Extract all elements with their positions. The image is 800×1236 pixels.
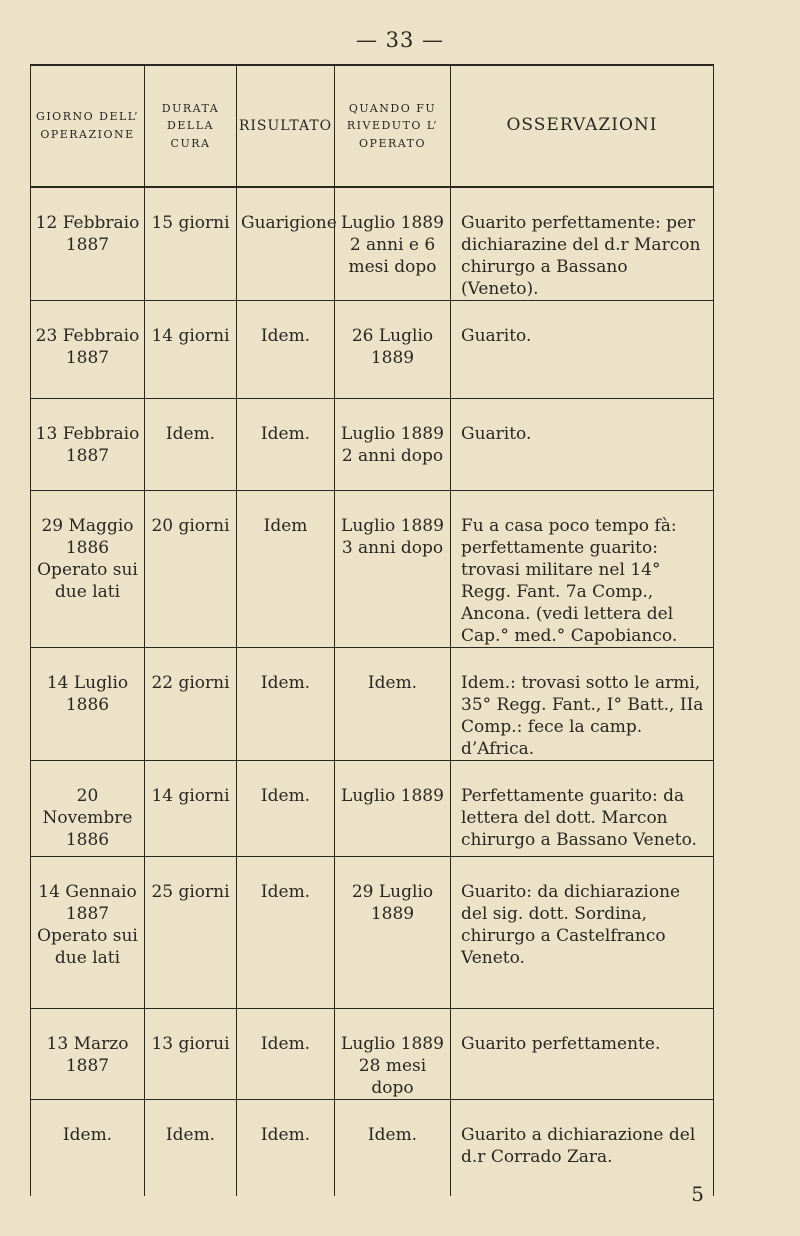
header-osservazioni: OSSERVAZIONI [451,65,714,187]
table-row [31,399,714,491]
cell-osservazioni: Guarito perfettamente. [461,1034,661,1054]
cell-durata: Idem. [165,1125,216,1145]
table-row [31,187,714,301]
cell-quando: Luglio 1889 2 anni dopo [341,424,444,466]
cell-risultato: Idem. [260,673,311,693]
operations-table [30,64,714,1196]
cell-risultato: Idem. [260,1125,311,1145]
cell-durata: 25 giorni [151,882,230,902]
cell-risultato: Idem. [260,786,311,806]
cell-giorno: 13 Febbraio 1887 [35,424,140,466]
page-number: — 33 — [355,28,445,52]
cell-osservazioni: Guarito a dichiarazione del d.r Corrado Zara. [461,1125,696,1167]
cell-risultato: Idem. [260,1034,311,1054]
cell-osservazioni: Guarito perfettamente: per dichiarazine del d.r Marcon chirurgo a Bassano (Veneto). [461,213,701,299]
folio-mark: 5 [691,1182,704,1206]
cell-quando: Luglio 1889 [341,786,444,806]
cell-giorno: 14 Luglio 1886 [46,673,129,715]
cell-giorno: 13 Marzo 1887 [46,1034,129,1076]
header-row [31,65,714,187]
cell-osservazioni: Perfettamente guarito: da lettera del dott. Marcon chirurgo a Bassano Veneto. [461,786,697,850]
cell-quando: Luglio 1889 28 mesi dopo [341,1034,444,1098]
cell-durata: Idem. [165,424,216,444]
cell-quando: Idem. [367,673,418,693]
cell-durata: 14 giorni [151,326,230,346]
cell-risultato: Idem. [260,882,311,902]
header-quando: QUANDO FU RIVEDUTO L’ OPERATO [335,65,451,187]
header-risultato: RISULTATO [237,65,335,187]
table-row [31,648,714,761]
cell-giorno: 12 Febbraio 1887 [35,213,140,255]
table-row [31,1009,714,1100]
cell-giorno: Idem. [62,1125,113,1145]
cell-durata: 20 giorni [151,516,230,536]
table-row [31,857,714,1009]
cell-osservazioni: Guarito: da dichiarazione del sig. dott. Sordina, chirurgo a Castelfranco Veneto. [461,882,681,968]
cell-osservazioni: Idem.: trovasi sotto le armi, 35° Regg. Fant., I° Batt., IIa Comp.: fece la camp. d’Africa. [461,673,704,759]
cell-osservazioni: Guarito. [461,424,532,444]
cell-risultato: Idem. [260,326,311,346]
cell-quando: 26 Luglio 1889 [351,326,434,368]
cell-durata: 15 giorni [151,213,230,233]
cell-giorno: 23 Febbraio 1887 [35,326,140,368]
cell-durata: 14 giorni [151,786,230,806]
table-row [31,491,714,648]
cell-risultato: Idem. [260,424,311,444]
cell-risultato: Idem [263,516,308,536]
cell-durata: 13 giorui [151,1034,230,1054]
cell-durata: 22 giorni [151,673,230,693]
cell-giorno: 20 Novembre 1886 [42,786,133,850]
cell-osservazioni: Guarito. [461,326,532,346]
cell-quando: 29 Luglio 1889 [351,882,434,924]
cell-osservazioni: Fu a casa poco tempo fà: perfettamente guarito: trovasi militare nel 14° Regg. Fant. 7a Comp., Ancona. (vedi lettera del Cap.° med.° Capobianco. [461,516,678,646]
table-row [31,761,714,857]
cell-risultato: Guarigione [241,213,337,233]
cell-giorno: 14 Gennaio 1887 Operato sui due lati [37,882,138,968]
cell-quando: Luglio 1889 3 anni dopo [341,516,444,558]
cell-giorno: 29 Maggio 1886 Operato sui due lati [37,516,138,602]
header-durata: DURATA DELLA CURA [145,65,237,187]
table-row [31,301,714,399]
cell-quando: Luglio 1889 2 anni e 6 mesi dopo [341,213,444,277]
table-row [31,1100,714,1196]
header-giorno: GIORNO DELL’ OPERAZIONE [31,65,145,187]
cell-quando: Idem. [367,1125,418,1145]
